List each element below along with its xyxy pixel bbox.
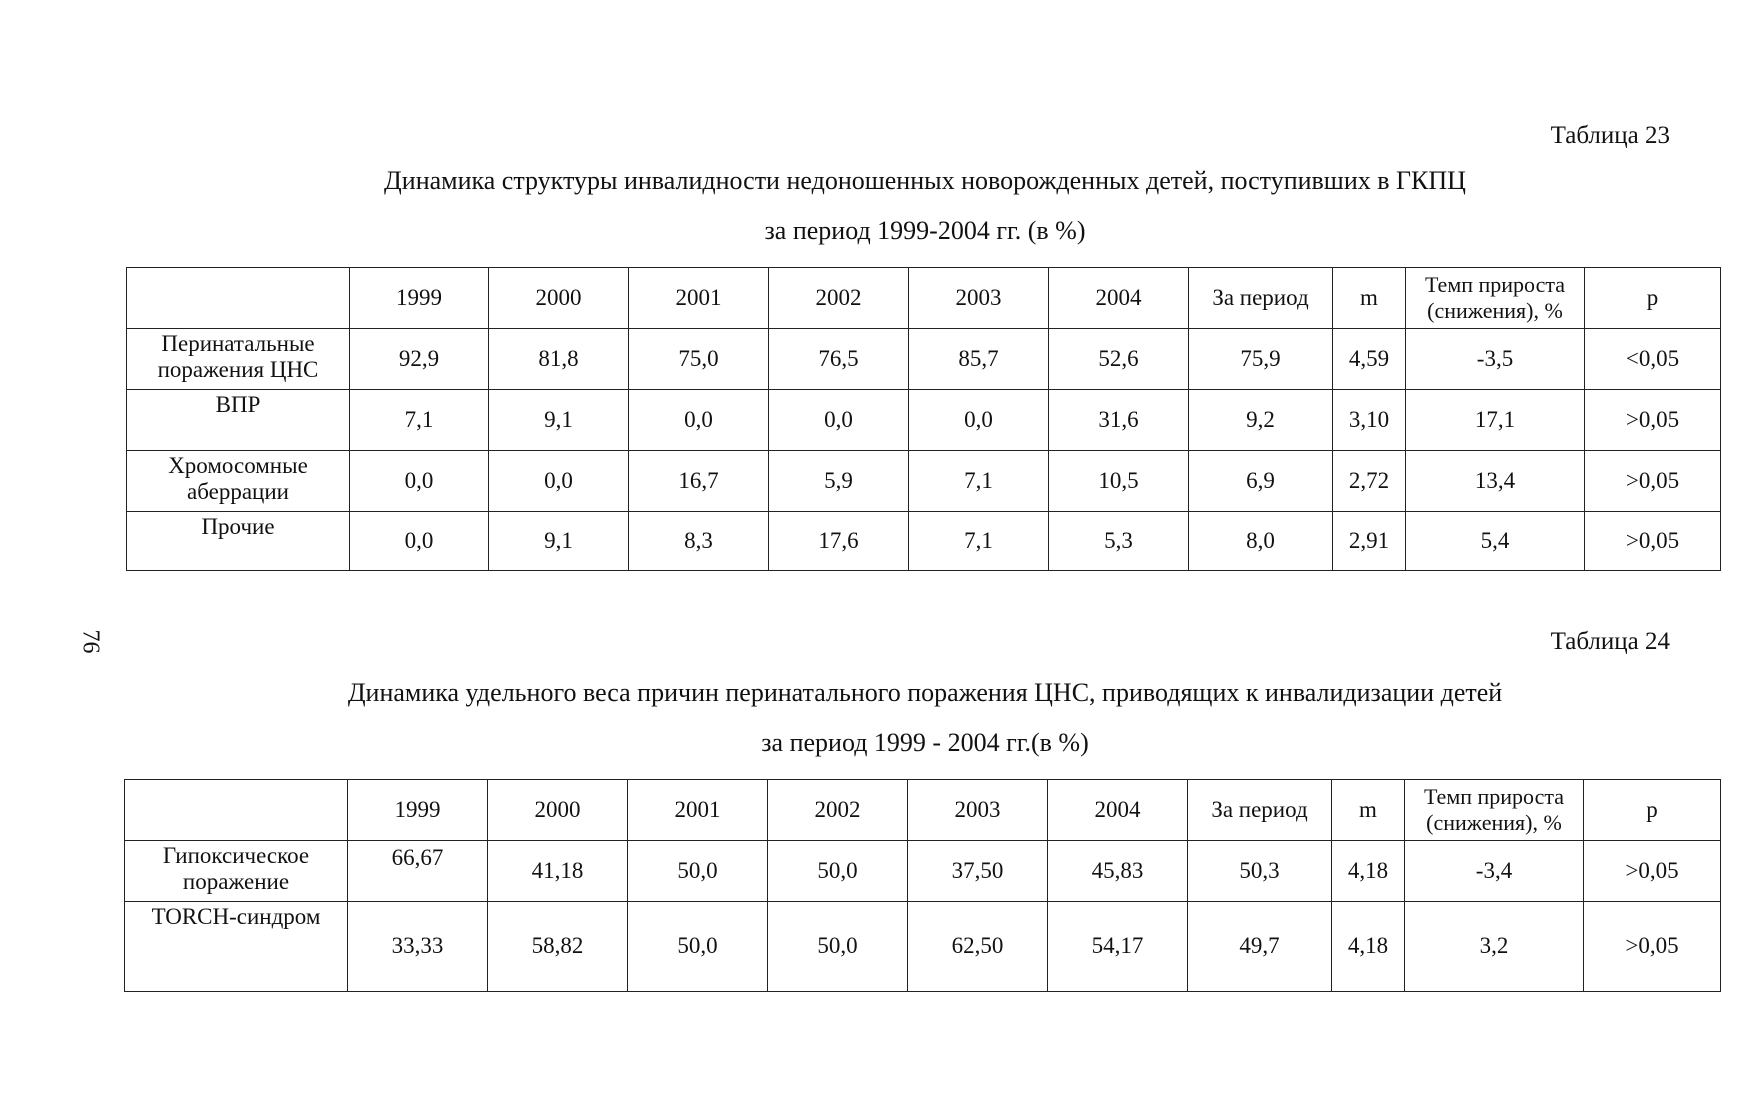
table-row [127,329,1721,390]
table-23 [126,267,1721,571]
table-cell: 50,0 [768,902,908,992]
header-cell-2002: 2002 [768,780,908,841]
table-cell: 0,0 [489,451,629,512]
table-cell: 17,6 [769,512,909,571]
table-cell: 8,0 [1189,512,1333,571]
table-cell: 6,9 [1189,451,1333,512]
table-cell: 5,3 [1049,512,1189,571]
row-label: Гипоксическое поражение [125,841,348,902]
table-23-header-row [127,268,1721,329]
table-cell: 16,7 [629,451,769,512]
table-23-title-line2: за период 1999-2004 гг. (в %) [764,216,1086,245]
table-24-title-line2: за период 1999 - 2004 гг.(в %) [761,728,1089,757]
header-cell-p: p [1584,780,1721,841]
table-cell: 49,7 [1188,902,1332,992]
table-cell: 4,59 [1333,329,1406,390]
header-cell-1999: 1999 [350,268,489,329]
table-cell: 0,0 [769,390,909,451]
header-cell-m: m [1333,268,1406,329]
table-cell: 13,4 [1406,451,1585,512]
table-cell: 7,1 [350,390,489,451]
table-cell: 62,50 [908,902,1048,992]
header-cell-1999: 1999 [348,780,488,841]
table-cell: >0,05 [1584,841,1721,902]
table-24-label: Таблица 24 [1550,628,1670,655]
table-24-title-line1: Динамика удельного веса причин перинатального поражения ЦНС, приводящих к инвалидизации детей [347,678,1503,707]
table-cell: 58,82 [488,902,628,992]
header-cell-growth-rate: Темп прироста (снижения), % [1406,268,1585,329]
table-cell: >0,05 [1585,512,1721,571]
table-cell: -3,5 [1406,329,1585,390]
table-cell: 52,6 [1049,329,1189,390]
table-cell: 41,18 [488,841,628,902]
table-cell: 2,72 [1333,451,1406,512]
header-cell-2001: 2001 [629,268,769,329]
header-cell-2003: 2003 [909,268,1049,329]
header-cell-period: За период [1189,268,1333,329]
table-cell: 10,5 [1049,451,1189,512]
header-cell-empty [127,268,350,329]
table-cell: 9,1 [489,512,629,571]
table-cell: 45,83 [1048,841,1188,902]
table-row [125,841,1721,902]
table-23-title-line1 [0,166,1750,196]
header-cell-2001: 2001 [628,780,768,841]
table-24-header-row [125,780,1721,841]
table-23-label: Таблица 23 [1550,122,1670,149]
table-cell: 0,0 [629,390,769,451]
row-label: Прочие [127,512,350,571]
header-cell-2004: 2004 [1048,780,1188,841]
table-row [127,390,1721,451]
table-cell: 50,0 [768,841,908,902]
table-cell: 5,9 [769,451,909,512]
table-cell: 8,3 [629,512,769,571]
header-cell-m: m [1332,780,1405,841]
row-label: TORCH-синдром [125,902,348,992]
table-cell: 33,33 [348,902,488,992]
table-cell: 66,67 [348,841,488,902]
table-cell: 50,0 [628,902,768,992]
row-label: Хромосомные аберрации [127,451,350,512]
header-cell-2003: 2003 [908,780,1048,841]
row-label: Перинатальные поражения ЦНС [127,329,350,390]
table-cell: 50,3 [1188,841,1332,902]
table-cell: >0,05 [1584,902,1721,992]
table-cell: 0,0 [350,512,489,571]
table-cell: 92,9 [350,329,489,390]
table-cell: 2,91 [1333,512,1406,571]
table-cell: 4,18 [1332,902,1405,992]
table-cell: >0,05 [1585,451,1721,512]
table-cell: 54,17 [1048,902,1188,992]
table-cell: 85,7 [909,329,1049,390]
table-cell: 7,1 [909,512,1049,571]
table-cell: 75,9 [1189,329,1333,390]
table-row [127,512,1721,571]
table-cell: 5,4 [1406,512,1585,571]
table-row [125,902,1721,992]
header-cell-2000: 2000 [488,780,628,841]
table-cell: 3,10 [1333,390,1406,451]
header-cell-p: p [1585,268,1721,329]
table-cell: 76,5 [769,329,909,390]
table-cell: 37,50 [908,841,1048,902]
header-cell-growth-rate: Темп прироста (снижения), % [1405,780,1584,841]
header-cell-2004: 2004 [1049,268,1189,329]
table-23-title-line1-text: Динамика структуры инвалидности недоношенных новорожденных детей, поступивших в ГКПЦ [384,166,1466,195]
table-cell: 0,0 [909,390,1049,451]
table-cell: -3,4 [1405,841,1584,902]
table-cell: 9,1 [489,390,629,451]
header-cell-2002: 2002 [769,268,909,329]
table-cell: 31,6 [1049,390,1189,451]
table-cell: <0,05 [1585,329,1721,390]
table-cell: 50,0 [628,841,768,902]
header-cell-2000: 2000 [489,268,629,329]
table-cell: 9,2 [1189,390,1333,451]
header-cell-period: За период [1188,780,1332,841]
row-label: ВПР [127,390,350,451]
page-number: 76 [77,629,104,654]
table-24 [124,779,1721,992]
table-cell: >0,05 [1585,390,1721,451]
table-row [127,451,1721,512]
table-cell: 81,8 [489,329,629,390]
table-cell: 3,2 [1405,902,1584,992]
header-cell-empty [125,780,348,841]
table-cell: 0,0 [350,451,489,512]
table-cell: 7,1 [909,451,1049,512]
table-cell: 17,1 [1406,390,1585,451]
table-cell: 75,0 [629,329,769,390]
table-cell: 4,18 [1332,841,1405,902]
